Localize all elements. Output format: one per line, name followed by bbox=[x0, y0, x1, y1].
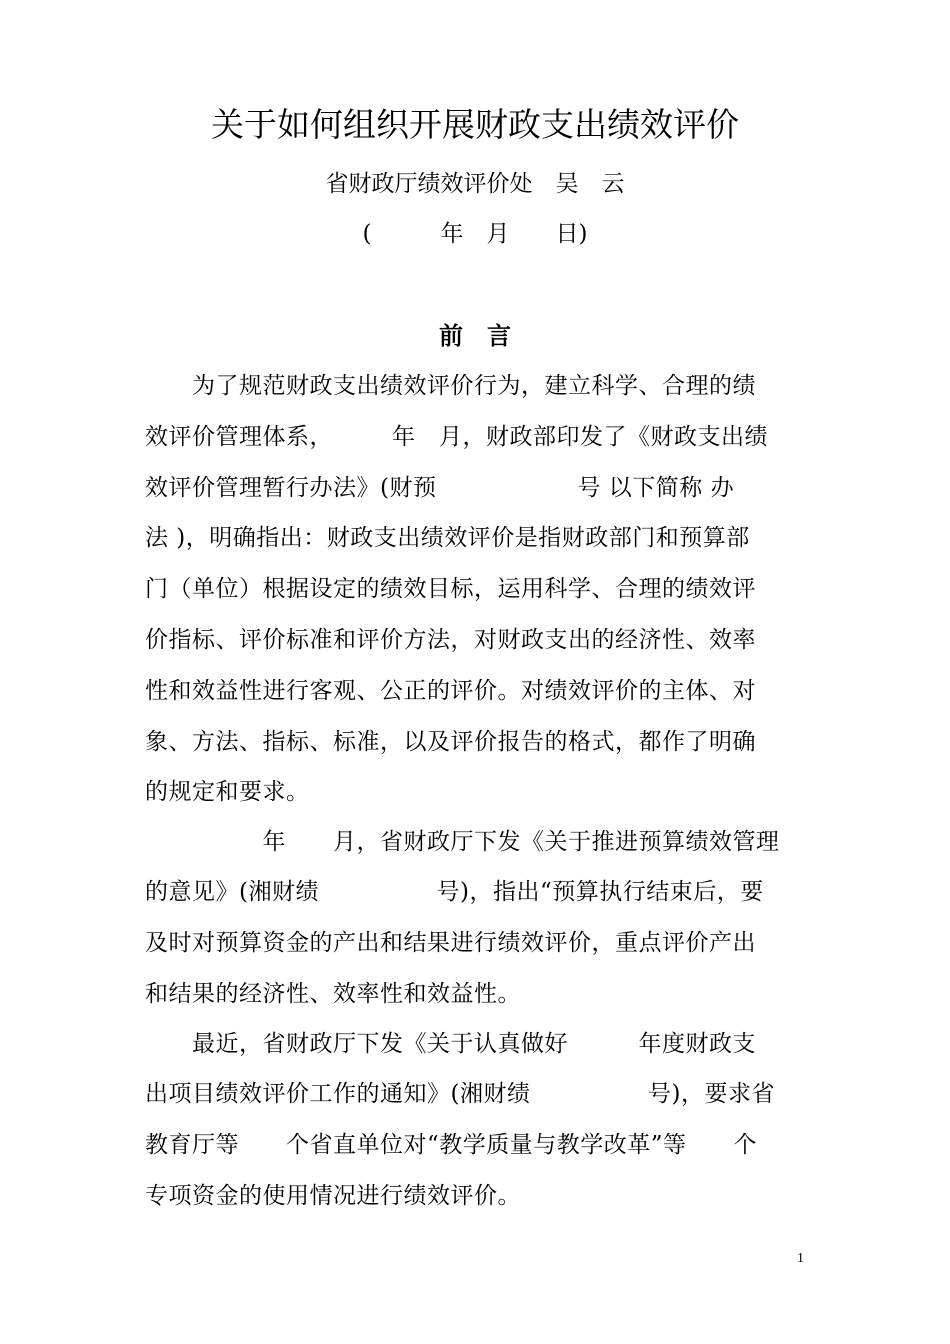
section-heading: 前 言 bbox=[439, 321, 511, 350]
body-line: 效评价管理体系， 年 月，财政部印发了《财政支出绩 bbox=[145, 424, 768, 450]
body-line: 性和效益性进行客观、公正的评价。对绩效评价的主体、对 bbox=[145, 678, 756, 704]
date-line: ( 年 月 日) bbox=[362, 221, 588, 247]
body-line: 年 月，省财政厅下发《关于推进预算绩效管理 bbox=[145, 829, 780, 855]
page-number: 1 bbox=[797, 1251, 804, 1266]
author-line: 省财政厅绩效评价处 吴 云 bbox=[325, 171, 625, 197]
body-line: 价指标、评价标准和评价方法，对财政支出的经济性、效率 bbox=[145, 627, 756, 653]
body-line: 象、方法、指标、标准，以及评价报告的格式，都作了明确 bbox=[145, 729, 756, 755]
body-line: 及时对预算资金的产出和结果进行绩效评价，重点评价产出 bbox=[145, 930, 756, 956]
body-line: 的规定和要求。 bbox=[145, 779, 310, 805]
body-line: 教育厅等 个省直单位对“教学质量与教学改革”等 个 bbox=[145, 1132, 758, 1158]
body-line: 为了规范财政支出绩效评价行为，建立科学、合理的绩 bbox=[145, 373, 756, 399]
body-line: 的意见》(湘财绩 号)，指出“预算执行结束后，要 bbox=[145, 879, 764, 905]
body-line: 出项目绩效评价工作的通知》(湘财绩 号)，要求省 bbox=[145, 1081, 775, 1107]
body-line: 专项资金的使用情况进行绩效评价。 bbox=[145, 1183, 521, 1209]
body-line: 效评价管理暂行办法》(财预 号 以下简称 办 bbox=[145, 475, 735, 501]
body-line: 最近，省财政厅下发《关于认真做好 年度财政支 bbox=[145, 1031, 756, 1057]
body-line: 门（单位）根据设定的绩效目标，运用科学、合理的绩效评 bbox=[145, 576, 756, 602]
body-line: 法 )，明确指出：财政支出绩效评价是指财政部门和预算部 bbox=[145, 525, 750, 551]
body-line: 和结果的经济性、效率性和效益性。 bbox=[145, 981, 521, 1007]
document-title: 关于如何组织开展财政支出绩效评价 bbox=[211, 105, 739, 144]
